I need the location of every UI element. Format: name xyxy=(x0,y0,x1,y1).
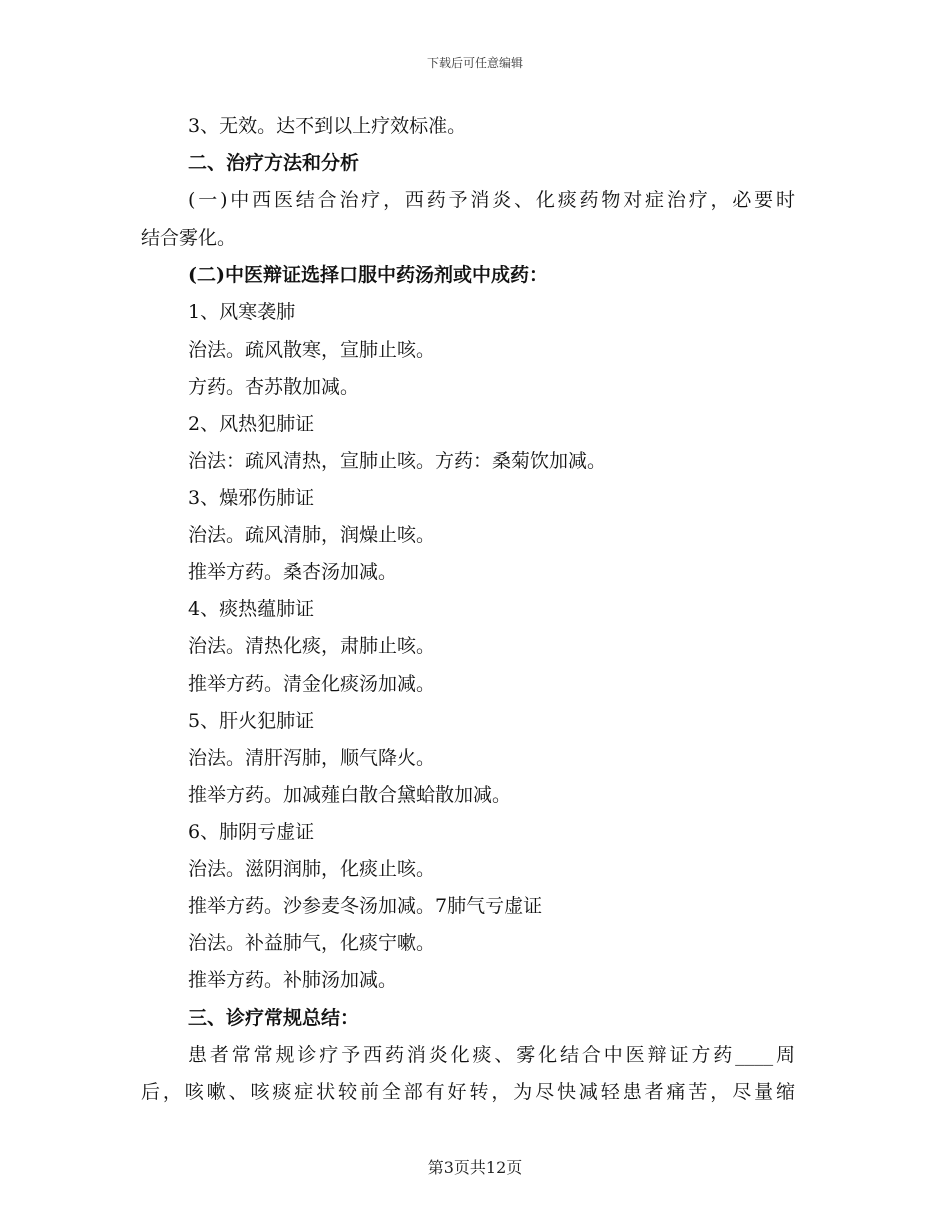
syndrome-3-formula: 推举方药。桑杏汤加减。 xyxy=(188,561,398,583)
syndrome-4-title: 4、痰热蕴肺证 xyxy=(188,598,315,620)
syndrome-2-method-formula: 治法：疏风清热，宣肺止咳。方药：桑菊饮加减。 xyxy=(188,450,607,472)
syndrome-7-formula: 推举方药。补肺汤加减。 xyxy=(188,969,398,991)
paragraph-1-line-1: (一)中西医结合治疗，西药予消炎、化痰药物对症治疗，必要时 xyxy=(188,189,795,211)
syndrome-4-method: 治法。清热化痰，肃肺止咳。 xyxy=(188,635,436,657)
syndrome-1-method: 治法。疏风散寒，宣肺止咳。 xyxy=(188,339,436,361)
syndrome-5-title: 5、肝火犯肺证 xyxy=(188,710,315,732)
syndrome-3-title: 3、燥邪伤肺证 xyxy=(188,487,315,509)
syndrome-6-formula: 推举方药。沙参麦冬汤加减。7肺气亏虚证 xyxy=(188,895,543,917)
syndrome-5-method: 治法。清肝泻肺，顺气降火。 xyxy=(188,747,436,769)
page-footer: 第3页共12页 xyxy=(427,1158,523,1177)
paragraph-1-line-2: 结合雾化。 xyxy=(141,227,237,249)
syndrome-6-method: 治法。滋阴润肺，化痰止咳。 xyxy=(188,858,436,880)
syndrome-3-method: 治法。疏风清肺，润燥止咳。 xyxy=(188,524,436,546)
syndrome-5-formula: 推举方药。加减薤白散合黛蛤散加减。 xyxy=(188,784,512,806)
syndrome-7-method: 治法。补益肺气，化痰宁嗽。 xyxy=(188,932,436,954)
syndrome-6-title: 6、肺阴亏虚证 xyxy=(188,821,315,843)
syndrome-1-formula: 方药。杏苏散加减。 xyxy=(188,376,360,398)
summary-line-2: 后，咳嗽、咳痰症状较前全部有好转，为尽快减轻患者痛苦，尽量缩 xyxy=(141,1081,795,1103)
syndrome-4-formula: 推举方药。清金化痰汤加减。 xyxy=(188,673,436,695)
subsection-heading-tcm: (二)中医辩证选择口服中药汤剂或中成药： xyxy=(188,264,548,286)
summary-line-1: 患者常常规诊疗予西药消炎化痰、雾化结合中医辩证方药____周 xyxy=(188,1044,795,1066)
section-heading-treatment: 二、治疗方法和分析 xyxy=(188,152,360,174)
syndrome-2-title: 2、风热犯肺证 xyxy=(188,413,315,435)
section-heading-summary: 三、诊疗常规总结： xyxy=(188,1007,360,1029)
syndrome-1-title: 1、风寒袭肺 xyxy=(188,301,296,323)
page-header: 下载后可任意编辑 xyxy=(426,56,523,70)
efficacy-item-3: 3、无效。达不到以上疗效标准。 xyxy=(188,115,467,137)
